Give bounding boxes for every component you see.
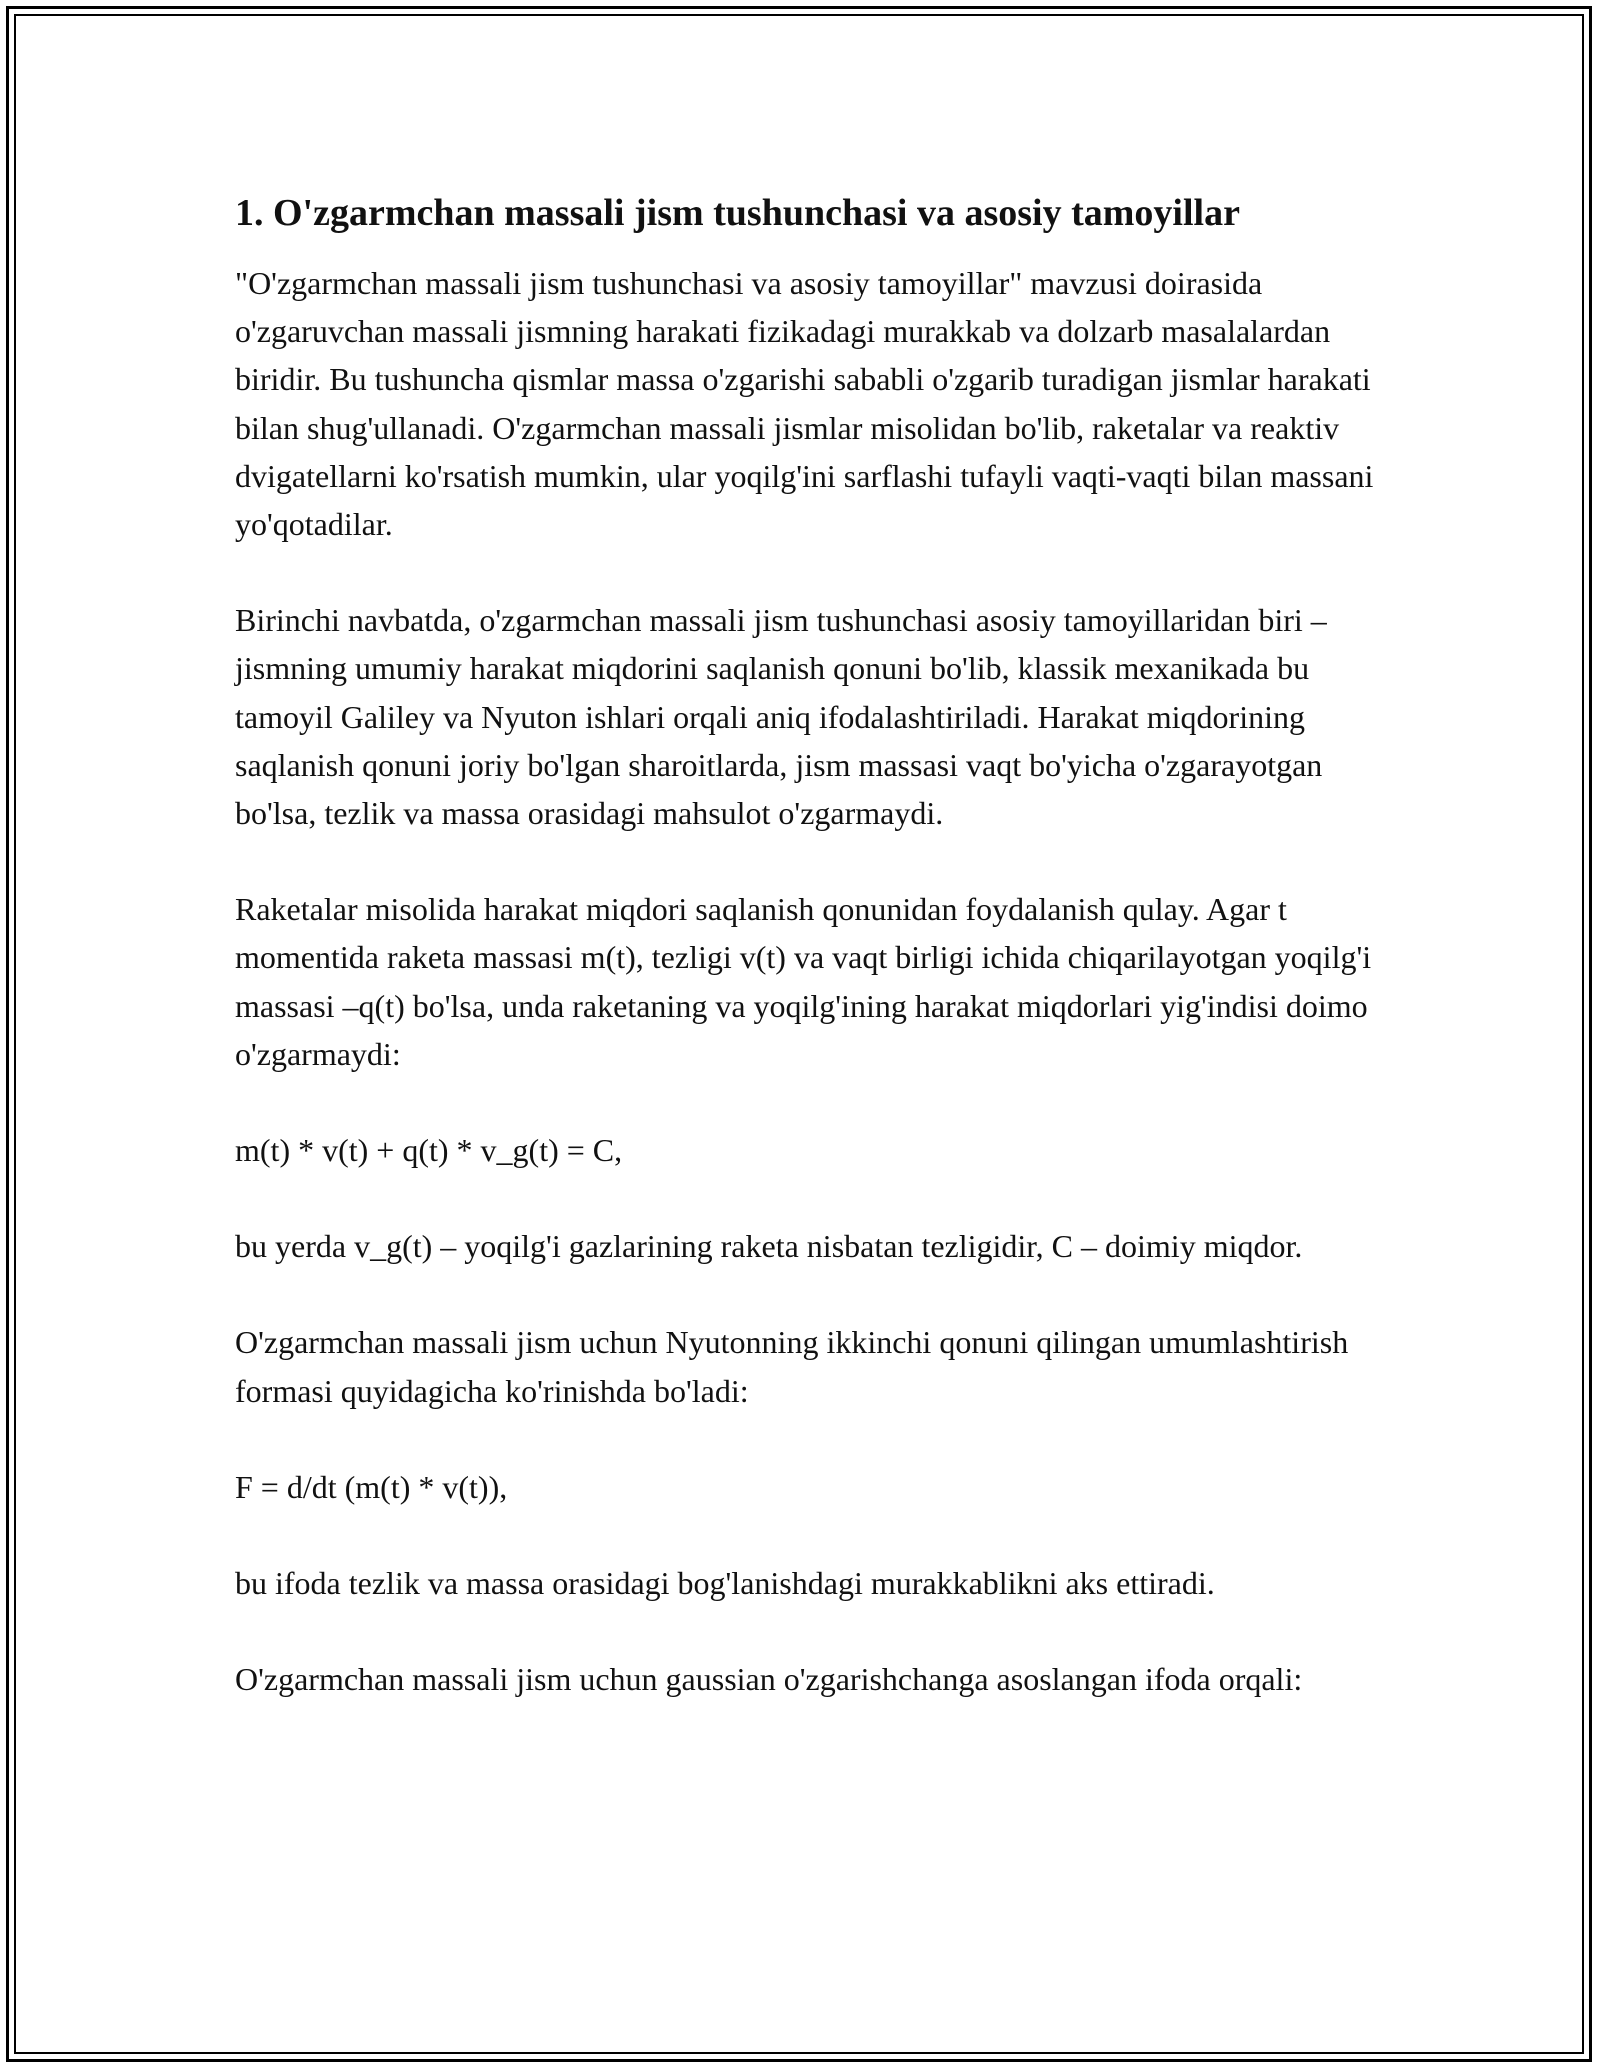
paragraph-formula-explanation: bu yerda v_g(t) – yoqilg'i gazlarining raketa nisbatan tezligidir, C – doimiy miqdor. bbox=[235, 1228, 1303, 1265]
paragraph-intro: "O'zgarmchan massali jism tushunchasi va asosiy tamoyillar" mavzusi doirasida o'zgaruvchan massali jismning harakati fizikadagi murakkab va dolzarb masalalardan biridir. Bu tushuncha qismlar massa o'zgarishi sababli o'zgarib turadigan jismlar harakati bilan shug'ullanadi. O'zgarmchan massali jismlar misolidan bo'lib, raketalar va reaktiv dvigatellarni ko'rsatish mumkin, ular yoqilg'ini sarflashi tufayli vaqti-vaqti bilan massani yo'qotadilar. bbox=[235, 265, 1374, 543]
paragraph-conservation-principle: Birinchi navbatda, o'zgarmchan massali jism tushunchasi asosiy tamoyillaridan biri – jismning umumiy harakat miqdorini saqlanish qonuni bo'lib, klassik mexanikada bu tamoyil Galiley va Nyuton ishlari orqali aniq ifodalashtiriladi. Harakat miqdorining saqlanish qonuni joriy bo'lgan sharoitlarda, jism massasi vaqt bo'yicha o'zgarayotgan bo'lsa, tezlik va massa orasidagi mahsulot o'zgarmaydi. bbox=[235, 602, 1327, 832]
formula-momentum: m(t) * v(t) + q(t) * v_g(t) = C, bbox=[235, 1132, 623, 1169]
document-body bbox=[235, 185, 1385, 1703]
paragraph-newton-second-law: O'zgarmchan massali jism uchun Nyutonning ikkinchi qonuni qilingan umumlashtirish formasi quyidagicha ko'rinishda bo'ladi: bbox=[235, 1324, 1349, 1409]
paragraph-gaussian: O'zgarmchan massali jism uchun gaussian o'zgarishchanga asoslangan ifoda orqali: bbox=[235, 1661, 1303, 1698]
paragraph-force-explanation: bu ifoda tezlik va massa orasidagi bog'lanishdagi murakkablikni aks ettiradi. bbox=[235, 1565, 1215, 1602]
paragraph-rocket-example: Raketalar misolida harakat miqdori saqlanish qonunidan foydalanish qulay. Agar t momentida raketa massasi m(t), tezligi v(t) va vaqt birligi ichida chiqarilayotgan yoqilg'i massasi –q(t) bo'lsa, unda raketaning va yoqilg'ining harakat miqdorlari yig'indisi doimo o'zgarmaydi: bbox=[235, 891, 1372, 1072]
section-heading: 1. O'zgarmchan massali jism tushunchasi va asosiy tamoyillar bbox=[235, 192, 1240, 234]
formula-force: F = d/dt (m(t) * v(t)), bbox=[235, 1468, 508, 1505]
